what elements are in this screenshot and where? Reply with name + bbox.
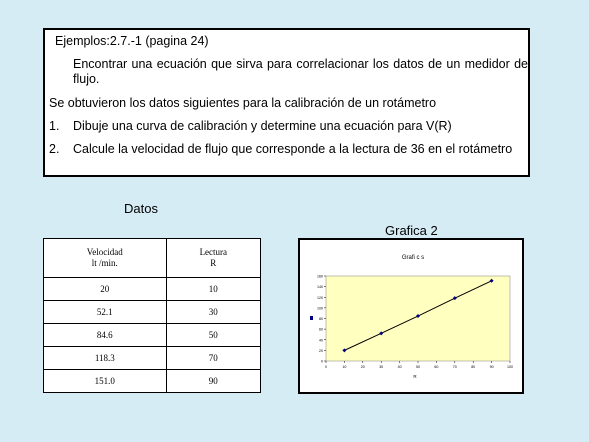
table-cell: 151.0 <box>44 370 167 393</box>
x-tick-label: 20 <box>360 365 365 369</box>
calibration-chart <box>300 240 522 392</box>
table-cell: 84.6 <box>44 324 167 347</box>
list-item-number: 2. <box>49 142 60 156</box>
table-cell: 30 <box>166 301 260 324</box>
table-cell: 20 <box>44 278 167 301</box>
column-header-velocidad <box>44 239 167 278</box>
y-tick-label: 60 <box>319 327 323 332</box>
list-item-text: Dibuje una curva de calibración y determine una ecuación para V(R) <box>73 119 452 133</box>
column-header-line: R <box>210 258 217 268</box>
y-tick-label: 120 <box>317 295 323 300</box>
x-tick-label: 0 <box>325 365 327 369</box>
y-tick-label: 160 <box>317 274 323 279</box>
x-tick-label: 80 <box>471 365 476 369</box>
y-tick-label: 140 <box>317 285 323 290</box>
table-cell: 118.3 <box>44 347 167 370</box>
list-item <box>49 142 524 157</box>
x-tick-label: 60 <box>434 365 439 369</box>
y-tick-label: 80 <box>319 317 323 321</box>
data-table <box>43 238 261 393</box>
table-cell: 50 <box>166 324 260 347</box>
y-tick-label: 0 <box>321 359 323 364</box>
table-row <box>44 324 261 347</box>
x-tick-label: 10 <box>342 365 347 369</box>
grafica-heading: Grafica 2 <box>385 223 438 238</box>
problem-title: Ejemplos:2.7.-1 (pagina 24) <box>55 34 209 48</box>
legend-marker <box>310 316 313 320</box>
x-tick-label: 50 <box>416 365 420 369</box>
table-row <box>44 278 261 301</box>
chart-frame <box>298 238 524 394</box>
x-tick-label: 100 <box>507 365 513 369</box>
table-header-row <box>44 239 261 278</box>
column-header-lectura <box>166 239 260 278</box>
table-cell: 52.1 <box>44 301 167 324</box>
list-item-number: 1. <box>49 119 60 133</box>
datos-heading: Datos <box>124 201 158 216</box>
x-tick-label: 40 <box>397 365 402 369</box>
x-tick-label: 30 <box>379 365 384 369</box>
y-tick-label: 100 <box>317 306 323 311</box>
x-tick-label: 90 <box>489 365 494 369</box>
column-header-line: lt /min. <box>91 258 118 268</box>
chart-title: Grafi c s <box>401 255 425 261</box>
y-axis <box>317 275 326 364</box>
problem-statement-box <box>43 28 530 177</box>
x-axis <box>325 361 513 369</box>
plot-area <box>326 276 510 361</box>
column-header-line: Velocidad <box>86 247 123 257</box>
column-header-line: Lectura <box>199 247 228 257</box>
x-axis-label: R <box>413 374 417 379</box>
list-item-text: Calcule la velocidad de flujo que corresponde a la lectura de 36 en el rotámetro <box>73 142 513 156</box>
table-cell: 90 <box>166 370 260 393</box>
y-tick-label: 40 <box>319 338 323 343</box>
problem-intro: Encontrar una ecuación que sirva para correlacionar los datos de un medidor de flujo. <box>73 57 528 86</box>
table-row <box>44 301 261 324</box>
x-tick-label: 70 <box>452 365 457 369</box>
table-cell: 70 <box>166 347 260 370</box>
y-tick-label: 20 <box>319 348 323 353</box>
table-cell: 10 <box>166 278 260 301</box>
table-row <box>44 370 261 393</box>
table-row <box>44 347 261 370</box>
data-statement: Se obtuvieron los datos siguientes para la calibración de un rotámetro <box>49 96 437 110</box>
list-item <box>49 119 524 134</box>
